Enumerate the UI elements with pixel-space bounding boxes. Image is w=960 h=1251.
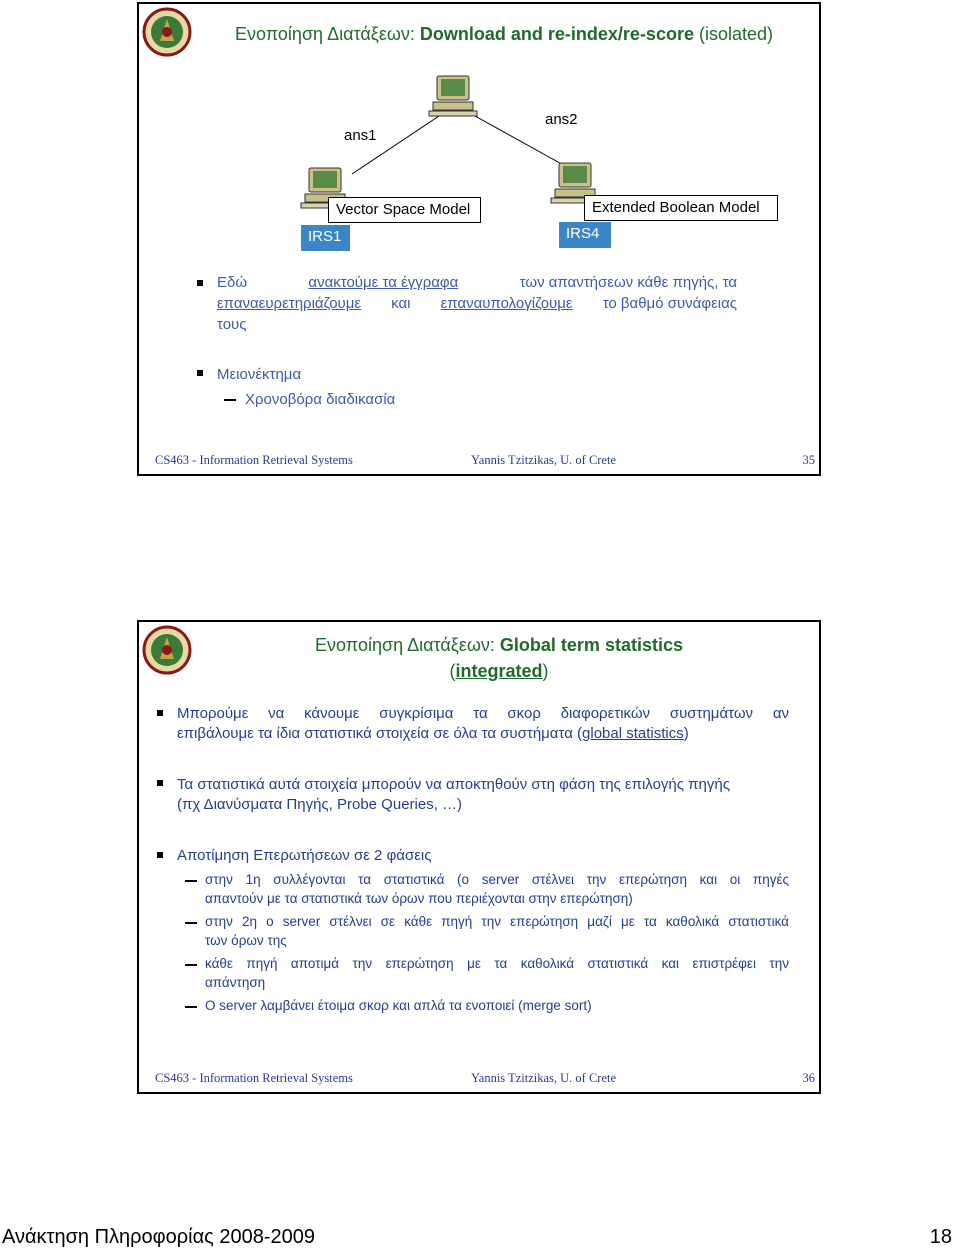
document-footer-title: Ανάκτηση Πληροφορίας 2008-2009 [2, 1226, 315, 1248]
computer-icon [427, 74, 479, 118]
slide-title: Ενοποίηση Διατάξεων: Download and re-index/re-score (isolated) [235, 24, 773, 44]
bullet-comparable-scores: Μπορούμε να κάνουμε συγκρίσιμα τα σκορ διαφορετικών συστημάτων αν επιβάλουμε τα ίδια στατιστικά στοιχεία σε όλα τα συστήματα (global statistics) [177, 705, 789, 742]
irs4-label: IRS4 [559, 222, 611, 248]
university-logo-icon [142, 625, 192, 675]
footer-author: Yannis Tzitzikas, U. of Crete [471, 453, 617, 467]
irs1-label: IRS1 [301, 225, 350, 251]
sub-bullet-time-consuming: Χρονοβόρα διαδικασία [245, 391, 396, 408]
slide-36 [137, 620, 821, 1094]
extended-boolean-model-box: Extended Boolean Model [584, 195, 778, 221]
slide-title: Ενοποίηση Διατάξεων: Global term statistics (integrated) [315, 635, 683, 681]
tree-edges [139, 4, 823, 304]
bullet-square [197, 370, 203, 376]
document-page-number: 18 [929, 1226, 952, 1248]
sub-bullet-phase-1: στην 1η συλλέγονται τα στατιστικά (ο server στέλνει την επερώτηση και οι πηγές απαντούν με τα στατιστικά των όρων που περιέχονται στην επερώτηση) [205, 872, 789, 906]
answer-label-ans2: ans2 [545, 111, 578, 128]
sub-bullet-source-evaluates: κάθε πηγή αποτιμά την επερώτηση με τα καθολικά στατιστικά και επιστρέφει την απάντηση [205, 956, 789, 990]
sub-bullet-dash [185, 880, 197, 882]
sub-bullet-merge-sort: Ο server λαμβάνει έτοιμα σκορ και απλά τα ενοποιεί (merge sort) [205, 998, 592, 1013]
sub-bullet-dash [185, 922, 197, 924]
bullet-statistics-acquisition: Τα στατιστικά αυτά στοιχεία μπορούν να αποκτηθούν στη φάση της επιλογής πηγής (πχ Διανύσματα Πηγής, Probe Queries, …) [177, 776, 730, 813]
slide-footer [139, 1071, 819, 1089]
sub-bullet-dash [224, 399, 236, 401]
footer-course: CS463 - Information Retrieval Systems [155, 453, 353, 467]
slide-35 [137, 2, 821, 476]
footer-author: Yannis Tzitzikas, U. of Crete [471, 1071, 617, 1085]
bullet-square [157, 710, 163, 716]
bullet-reindex: Εδώ ανακτούμε τα έγγραφα των απαντήσεων κάθε πηγής, τα επαναευρετηριάζουμε και επαναυπολογίζουμε το βαθμό συνάφειας τους [217, 274, 737, 333]
sub-bullet-dash [185, 1006, 197, 1008]
sub-bullet-phase-2: στην 2η ο server στέλνει σε κάθε πηγή την επερώτηση μαζί με τα καθολικά στατιστικά των όρων της [205, 914, 789, 948]
slide-footer [139, 453, 819, 471]
bullet-two-phase-evaluation: Αποτίμηση Επερωτήσεων σε 2 φάσεις [177, 847, 432, 864]
bullet-square [157, 780, 163, 786]
footer-page-number: 36 [802, 1071, 815, 1085]
sub-bullet-dash [185, 964, 197, 966]
answer-label-ans1: ans1 [344, 127, 377, 144]
vector-space-model-box: Vector Space Model [328, 197, 481, 223]
bullet-disadvantage: Μειονέκτημα [217, 366, 302, 383]
bullet-square [157, 852, 163, 858]
footer-page-number: 35 [802, 453, 815, 467]
footer-course: CS463 - Information Retrieval Systems [155, 1071, 353, 1085]
bullet-square [197, 280, 203, 286]
